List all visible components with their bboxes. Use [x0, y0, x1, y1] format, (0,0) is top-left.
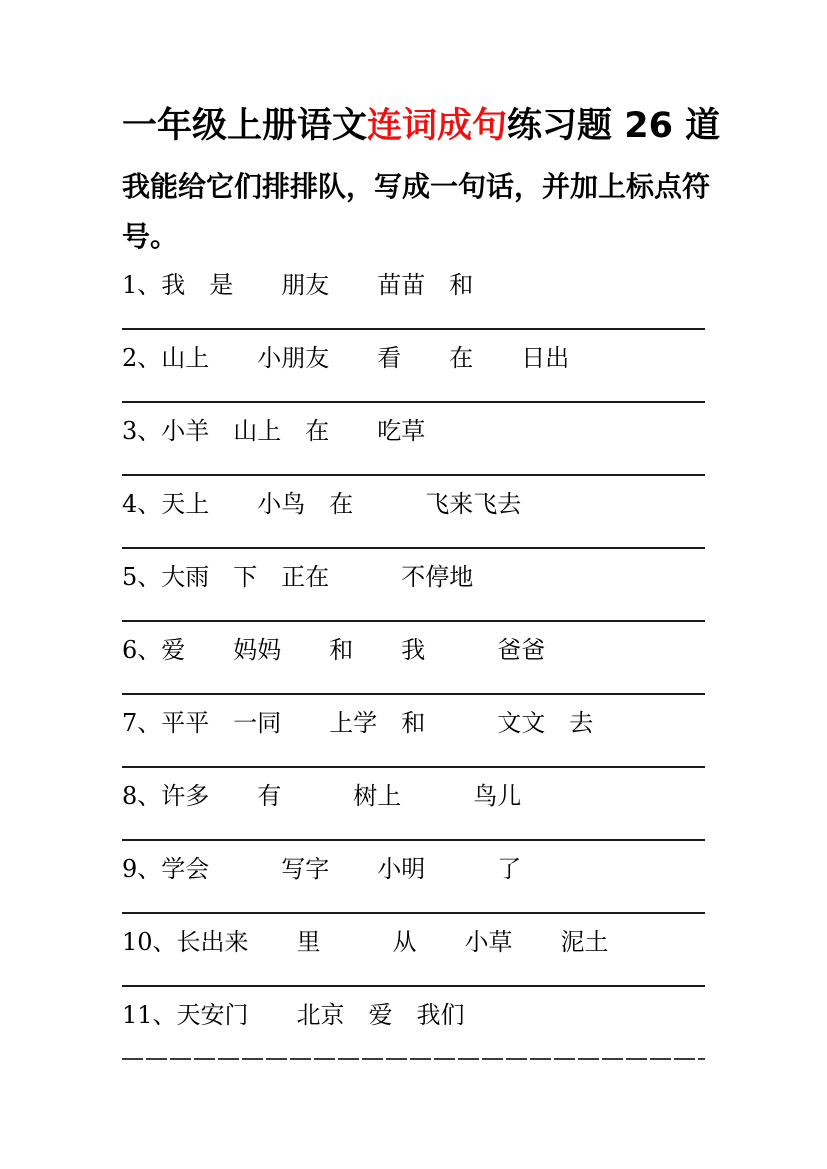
exercise-item-9	[122, 854, 705, 927]
answer-blank-line	[122, 693, 705, 695]
exercise-text: 5、大雨 下 正在 不停地	[122, 563, 474, 591]
title-highlight: 连词成句	[367, 106, 508, 146]
exercise-item-4	[122, 489, 705, 562]
exercise-text: 4、天上 小鸟 在 飞来飞去	[122, 490, 522, 518]
exercise-item-1	[122, 270, 705, 343]
answer-blank-line	[122, 620, 705, 622]
answer-blank-line	[122, 547, 705, 549]
exercise-item-3	[122, 416, 705, 489]
exercise-item-6	[122, 635, 705, 708]
exercise-item-8	[122, 781, 705, 854]
exercise-text: 2、山上 小朋友 看 在 日出	[122, 344, 570, 372]
answer-blank-line	[122, 912, 705, 914]
answer-blank-line	[122, 401, 705, 403]
exercise-item-11	[122, 1000, 705, 1073]
answer-blank-line	[122, 766, 705, 768]
exercise-text: 11、天安门 北京 爱 我们	[122, 1001, 465, 1029]
instruction-text	[122, 162, 717, 262]
exercise-text: 1、我 是 朋友 苗苗 和	[122, 271, 474, 299]
title-prefix: 一年级上册语文	[122, 106, 368, 146]
answer-blank-line	[122, 1058, 705, 1060]
exercise-list	[122, 270, 705, 1073]
answer-blank-line	[122, 474, 705, 476]
answer-blank-line	[122, 328, 705, 330]
exercise-text: 7、平平 一同 上学 和 文文 去	[122, 709, 594, 737]
page-title	[122, 102, 721, 150]
exercise-text: 8、许多 有 树上 鸟儿	[122, 782, 522, 810]
instruction-line-2: 号。	[122, 220, 179, 253]
title-suffix: 练习题 26 道	[507, 106, 721, 146]
exercise-text: 3、小羊 山上 在 吃草	[122, 417, 426, 445]
exercise-item-7	[122, 708, 705, 781]
exercise-item-10	[122, 927, 705, 1000]
exercise-item-5	[122, 562, 705, 635]
exercise-text: 10、长出来 里 从 小草 泥土	[122, 928, 609, 956]
answer-blank-line	[122, 839, 705, 841]
answer-blank-line	[122, 985, 705, 987]
exercise-text: 6、爱 妈妈 和 我 爸爸	[122, 636, 546, 664]
exercise-item-2	[122, 343, 705, 416]
instruction-line-1: 我能给它们排排队，写成一句话，并加上标点符	[122, 170, 711, 203]
exercise-text: 9、学会 写字 小明 了	[122, 855, 522, 883]
